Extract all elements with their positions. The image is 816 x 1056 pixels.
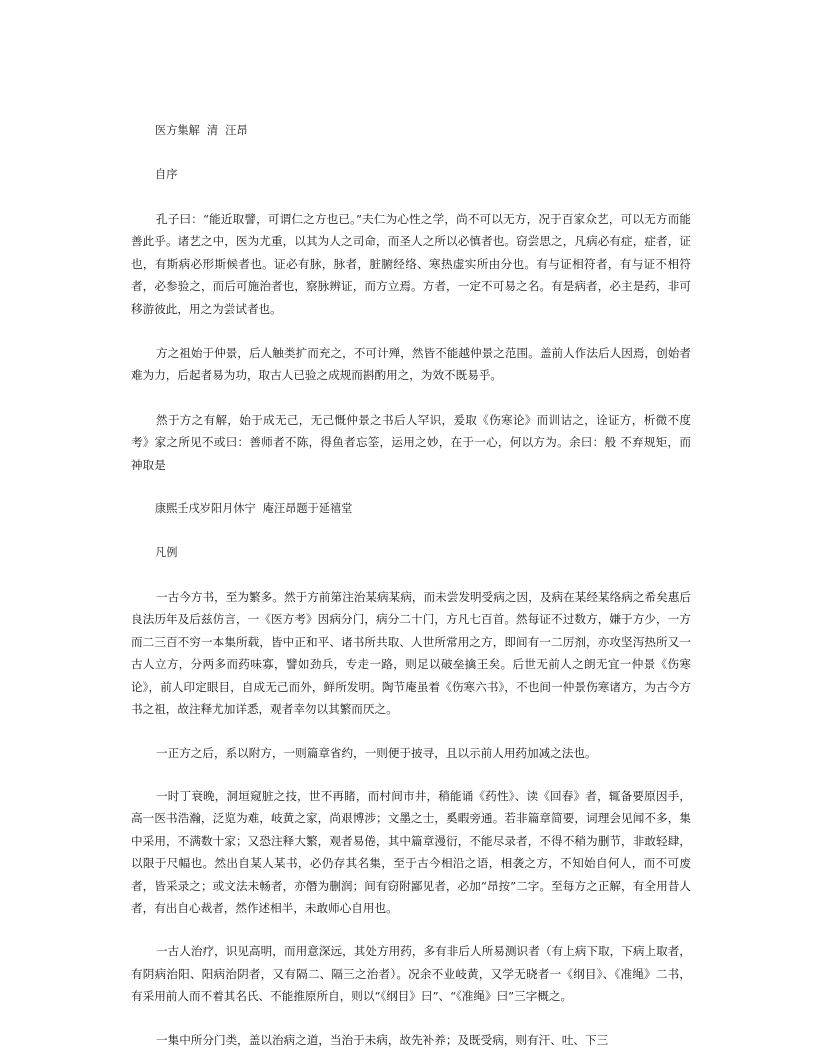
spacer (131, 721, 691, 742)
paragraph: 一古人治疗，识见高明，而用意深远，其处方用药，多有非后人所易测识者（有上病下取，下病上取者，有阴病治阳、阳病治阴者，又有隔二、隔三之治者）。况余不业岐黄，又学无晓者一《纲目》、《准绳》二书，有采用前人而不着其名氏、不能推原所自，则以“《纲目》曰”、“《准绳》曰”三字概之。 (131, 944, 691, 1004)
document-title-line: 医方集解 清 汪昂 (155, 124, 248, 137)
paragraph: 一古今方书，至为繁多。然于方前第注治某病某病，而未尝发明受病之因，及病在某经某络病之希矣惠后良法历年及后兹仿言，一《医方考》因病分门，病分二十门，方凡七百首。然每证不过数方，嫌于方少，一方而二三百不穷一本集所载，皆中正和平、诸书所共取、人世所常用之方，即间有一二厉剂，亦攻坚泻热所又一古人立方，分两多而药味寡，譬如劲兵，专走一路，则足以破垒擒王矣。后世无前人之朗无宜一仲景《伤寒论》，前人印定眼目，自成无己而外，鲜所发明。陶节庵虽着《伤寒六书》，不也间一仲景伤寒诸方，为古今方书之祖，故注释尤加详悉，观者幸勿以其繁而厌之。 (131, 590, 691, 717)
spacer (131, 476, 691, 498)
spacer (131, 142, 691, 164)
paragraph: 一时丁衰晚，洞垣窥脏之技，世不再睹，而村间市井，稍能诵《药性》、读《回春》者，辄备要原因手，高一医书浩瀚，泛览为难，岐黄之家，尚艰博涉；文墨之士，奚暇旁通。若非篇章简要，词理会见闻不多，集中采用，不满数十家；又恐注释大繁，观者易倦，其中篇章漫衍，不能尽录者，不得不稍为删节，非敢轻肆，以限于尺幅也。然出自某人某书，必仍存其名集，至于古今相沿之语，相袭之方，不知始自何人，而不可废者，皆采录之；或文法未畅者，亦僭为删润；间有窃附鄙见者，必加“昂按”二字。至每方之正解，有全用昔人者，有出自心裁者，然作述相半，未敢师心自用也。 (131, 788, 691, 915)
spacer (131, 1008, 691, 1029)
spacer (131, 387, 691, 409)
spacer (131, 320, 691, 342)
paragraph: 一正方之后，系以附方，一则篇章省约，一则便于披寻，且以示前人用药加减之法也。 (156, 745, 597, 760)
paragraph: 孔子曰：“能近取譬，可谓仁之方也已。”夫仁为心性之学，尚不可以无方，况于百家众艺，可以无方而能善此乎。诸艺之中，医为尤重，以其为人之司命，而圣人之所以必慎者也。窃尝思之，凡病必有症，症者，证也，有斯病必形斯候者也。证必有脉，脉者，脏腑经络、寒热虚实所由分也。有与证相符者，有与证不相符者，必参验之，而后可施治者也，察脉辨证，而方立焉。方者，一定不可易之名。有是病者，必主是药，非可移游彼此，用之为尝试者也。 (131, 212, 691, 316)
paragraph: 一集中所分门类，盖以治病之道，当治于未病，故先补养；及既受病，则有汗、吐、下三 (156, 1032, 609, 1047)
section-heading-fanli: 凡例 (155, 546, 178, 560)
document-body (131, 120, 691, 1051)
spacer (131, 186, 691, 208)
preface-signature: 康熙壬戌岁阳月休宁 庵汪昂题于延禧堂 (155, 502, 353, 516)
paragraph: 然于方之有解，始于成无己，无己慨仲景之书后人罕识，爰取《伤寒论》而训诂之，诠证方，析微不度考》家之所见不或曰：善师者不陈，得鱼者忘筌，运用之妙，在于一心，何以方为。余曰：般 不弃规矩，而神取是 (131, 412, 691, 472)
paragraph: 方之祖始于仲景，后人触类扩而充之，不可计殚，然皆不能越仲景之范围。盖前人作法后人因焉，创始者难为力，后起者易为功，取古人已验之成规而斟酌用之，为效不既易乎。 (131, 346, 691, 383)
spacer (131, 919, 691, 940)
spacer (131, 564, 691, 586)
spacer (131, 764, 691, 785)
section-heading-preface: 自序 (155, 168, 178, 181)
spacer (131, 520, 691, 542)
